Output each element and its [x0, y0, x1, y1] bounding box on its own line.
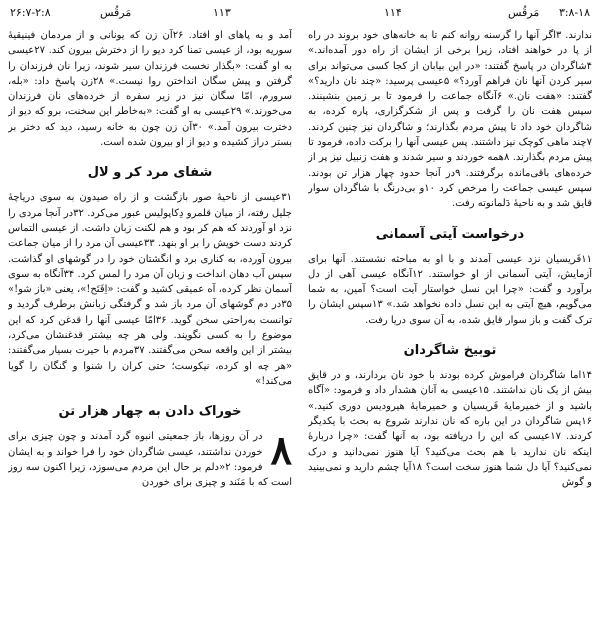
left-page-number: ۱۱۳	[213, 6, 231, 19]
right-book-title: مَرقُس	[508, 6, 540, 19]
left-section-heading-1: شفای مرد کر و لال	[87, 165, 213, 181]
right-page-number: ۱۱۴	[384, 6, 402, 19]
left-paragraph-3	[8, 429, 292, 490]
running-header	[8, 6, 592, 24]
right-section-heading-2: توبیخ شاگردان	[403, 343, 497, 359]
right-section-heading-1: درخواست آیتی آسمانی	[375, 226, 525, 242]
left-column	[8, 28, 292, 622]
left-paragraph-3-text: در آن روزها، باز جمعیتی انبوه گرد آمدند و چون چیزی برای خوردن نداشتند، عیسی شاگردان خود را فرا خواند و به ایشان فرمود: ۲«دلم بر حال این مردم می‌سوزد، زیرا اکنون سه روز است که با مَنَند و چیزی برای خوردن	[8, 431, 292, 489]
left-paragraph-1: آمد و به پاهای او افتاد. ۲۶آن زن که یونانی و از مردمان فینیقیهٔ سوریه بود، از عیسی تمنا کرد دیو را از دخترش بیرون کند. ۲۷عیسی به او گفت: «بگذار نخست فرزندان سیر شوند، زیرا نان فرزندان را گرفتن و پیش سگان انداختن روا نیست.» ۲۸زن پاسخ داد: «بله، سرورم، امّا سگان نیز در زیر سفره از خرده‌های نان فرزندان می‌خورند.» ۲۹عیسی به او گفت: «به‌خاطر این سخنت، برو که دیو از دخترت بیرون آمد.» ۳۰آن زن چون به خانه رسید، دید که دختر بر بستر دراز کشیده و دیو از او بیرون شده است.	[8, 30, 292, 149]
right-paragraph-1: ندارند. ۳اگر آنها را گرسنه روانه کنم تا به خانه‌های خود بروند در راه از پا در خواهند افتاد، زیرا برخی از ایشان از راه دور آمده‌اند.» ۴شاگردان در پاسخ گفتند: «در این بیابان از کجا کسی می‌تواند برای سیر کردن آنها نان فراهم آورد؟» ۵عیسی پرسید: «چند نان دارید؟» گفتند: «هفت نان.» ۶آنگاه جماعت را فرمود تا بر زمین بنشینند. سپس هفت نان را گرفت و پس از شکرگزاری، پاره کرده، به شاگردان خود داد تا پیش مردم بگذارند؛ و شاگردان نیز چنین کردند. ۷چند ماهی کوچک نیز داشتند. پس عیسی آنها را برکت داده، فرمود تا پیش مردم بگذارند. ۸همه خوردند و سیر شدند و هفت زنبیل نیز پر از خرده‌های باقی‌مانده برگرفتند. ۹در آنجا حدود چهار هزار تن بودند. سپس عیسی جماعت را مرخص کرد ۱۰و بی‌درنگ با شاگردان سوار قایق شد و به ناحیهٔ دَلمانوته رفت.	[308, 30, 592, 210]
chapter-number: ۸	[270, 427, 292, 475]
right-verse-range: ۳:۸-۱۸	[558, 6, 590, 19]
right-paragraph-2: ۱۱فَریسیان نزد عیسی آمدند و با او به مباحثه نشستند. آنها برای آزمایش، آیتی آسمانی از او خواستند. ۱۲آنگاه عیسی آهی از دل برآورد و گفت: «چرا این نسل خواستار آیت است؟ آمین، به شما می‌گویم، هیچ آیتی به این نسل داده نخواهد شد.» ۱۳سپس ایشان را ترک گفت و باز سوار قایق شده، به آن سوی دریا رفت.	[308, 253, 592, 326]
right-column	[308, 28, 592, 622]
left-section-heading-2: خوراک دادن به چهار هزار تن	[58, 404, 242, 420]
left-book-title: مَرقُس	[100, 6, 132, 19]
left-paragraph-2: ۳۱عیسی از ناحیهٔ صور بازگشت و از راه صیدون به سوی دریاچهٔ جلیل رفته، از میان قلمرو دِکاپولیس عبور می‌کرد. ۳۲در آنجا مردی را نزد او آوردند که هم کر بود و هم لکنت زبان داشت. از عیسی التماس کردند دست خویش را بر او بنهد. ۳۳عیسی آن مرد را از میان جماعت بیرون آورده، به کناری برد و انگشتان خود را در گوشهای او گذاشت. سپس آب دهان انداخت و زبان آن مرد را لمس کرد. ۳۴آنگاه به سوی آسمان نظر کرده، آه عمیقی کشید و گفت: «اِفَتَح!»، یعنی «باز شو!» ۳۵در دم گوشهای آن مرد باز شد و گرفتگی زبانش برطرف گردید و توانست به‌راحتی سخن گوید. ۳۶امّا عیسی آنها را قدغن کرد که این موضوع را به کسی نگویند. ولی هر چه بیشتر قدغنشان می‌کرد، بیشتر از این واقعه سخن می‌گفتند. ۳۷مردم با حیرت بسیار می‌گفتند: «هر چه او کرده، نیکوست؛ حتی کران را شنوا و گنگان را گویا می‌کند!»	[8, 192, 292, 387]
left-verse-range: ۲۶:۷-۲:۸	[10, 6, 51, 19]
right-paragraph-3: ۱۴اما شاگردان فراموش کرده بودند با خود نان بردارند، و در قایق بیش از یک نان نداشتند. ۱۵عیسی به آنان هشدار داد و فرمود: «آگاه باشید و از خمیرمایهٔ فَریسیان و خمیرمایهٔ هیرودیس دوری کنید.» ۱۶پس شاگردان در این باره که نان ندارند شروع به بحث با یکدیگر کردند. ۱۷عیسی که این را دریافته بود، به آنها گفت: «چرا دربارهٔ اینکه نان ندارید با هم بحث می‌کنید؟ آیا هنوز نمی‌دانید و درک نمی‌کنید؟ آیا دل شما هنوز سخت است؟ ۱۸آیا چشم دارید و نمی‌بینید و گوش	[308, 370, 592, 489]
